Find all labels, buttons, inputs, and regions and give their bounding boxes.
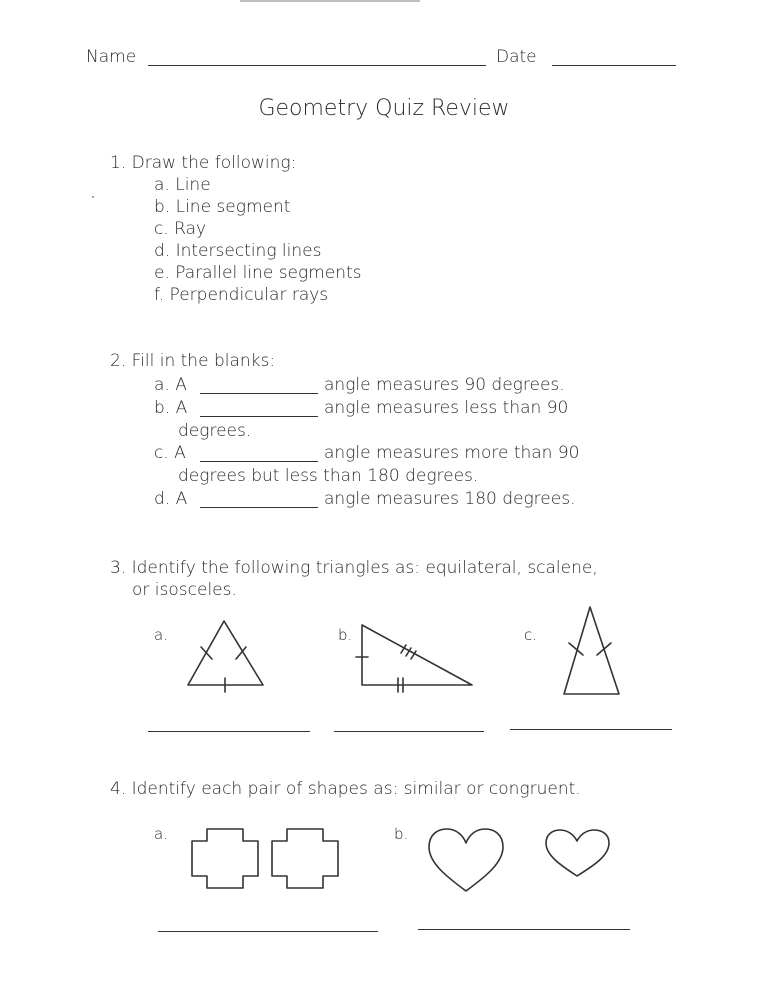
q3c-label: c. [524,626,538,644]
date-label: Date [496,47,537,67]
scalene-triangle [350,615,480,695]
q2c-prefix: c. A [154,443,186,463]
cross-shape [188,825,268,891]
scan-speck [92,196,94,198]
q2b-prefix: b. A [154,398,188,418]
q2b-suffix: angle measures less than 90 [324,398,569,418]
q2-prompt: 2. Fill in the blanks: [110,351,276,371]
q3-prompt-continuation: or isosceles. [132,580,237,600]
q2c-continuation: degrees but less than 180 degrees. [178,466,479,486]
q2a-suffix: angle measures 90 degrees. [324,375,565,395]
name-blank[interactable] [148,65,486,66]
heart-shape [542,826,614,882]
equilateral-triangle [180,615,270,695]
q3-prompt: 3. Identify the following triangles as: equilateral, scalene, [110,558,598,578]
q3a-label: a. [154,626,168,644]
scan-mark [240,0,420,2]
q1-item: e. Parallel line segments [154,263,362,283]
heart-shape [425,825,507,897]
q2d-blank[interactable] [200,507,318,508]
q2c-suffix: angle measures more than 90 [324,443,580,463]
q3b-answer-blank[interactable] [334,731,484,732]
q4b-label: b. [394,825,409,843]
q3a-answer-blank[interactable] [148,731,310,732]
cross-shape [268,825,348,891]
q3b-label: b. [338,626,353,644]
q1-item: d. Intersecting lines [154,241,322,261]
q2a-blank[interactable] [200,393,318,394]
isosceles-triangle [555,605,630,700]
q2b-blank[interactable] [200,416,318,417]
q1-item: c. Ray [154,219,207,239]
q4a-answer-blank[interactable] [158,931,378,932]
q2d-suffix: angle measures 180 degrees. [324,489,576,509]
q1-item: b. Line segment [154,197,291,217]
q1-prompt: 1. Draw the following: [110,153,297,173]
q4a-label: a. [154,825,168,843]
q2c-blank[interactable] [200,461,318,462]
q1-item: a. Line [154,175,211,195]
q4b-answer-blank[interactable] [418,929,630,930]
name-label: Name [86,47,137,67]
page-title: Geometry Quiz Review [258,96,510,121]
q2b-continuation: degrees. [178,421,252,441]
q1-item: f. Perpendicular rays [154,285,329,305]
date-blank[interactable] [552,65,676,66]
q4-prompt: 4. Identify each pair of shapes as: similar or congruent. [110,779,581,799]
q2a-prefix: a. A [154,375,187,395]
q3c-answer-blank[interactable] [510,729,672,730]
q2d-prefix: d. A [154,489,188,509]
